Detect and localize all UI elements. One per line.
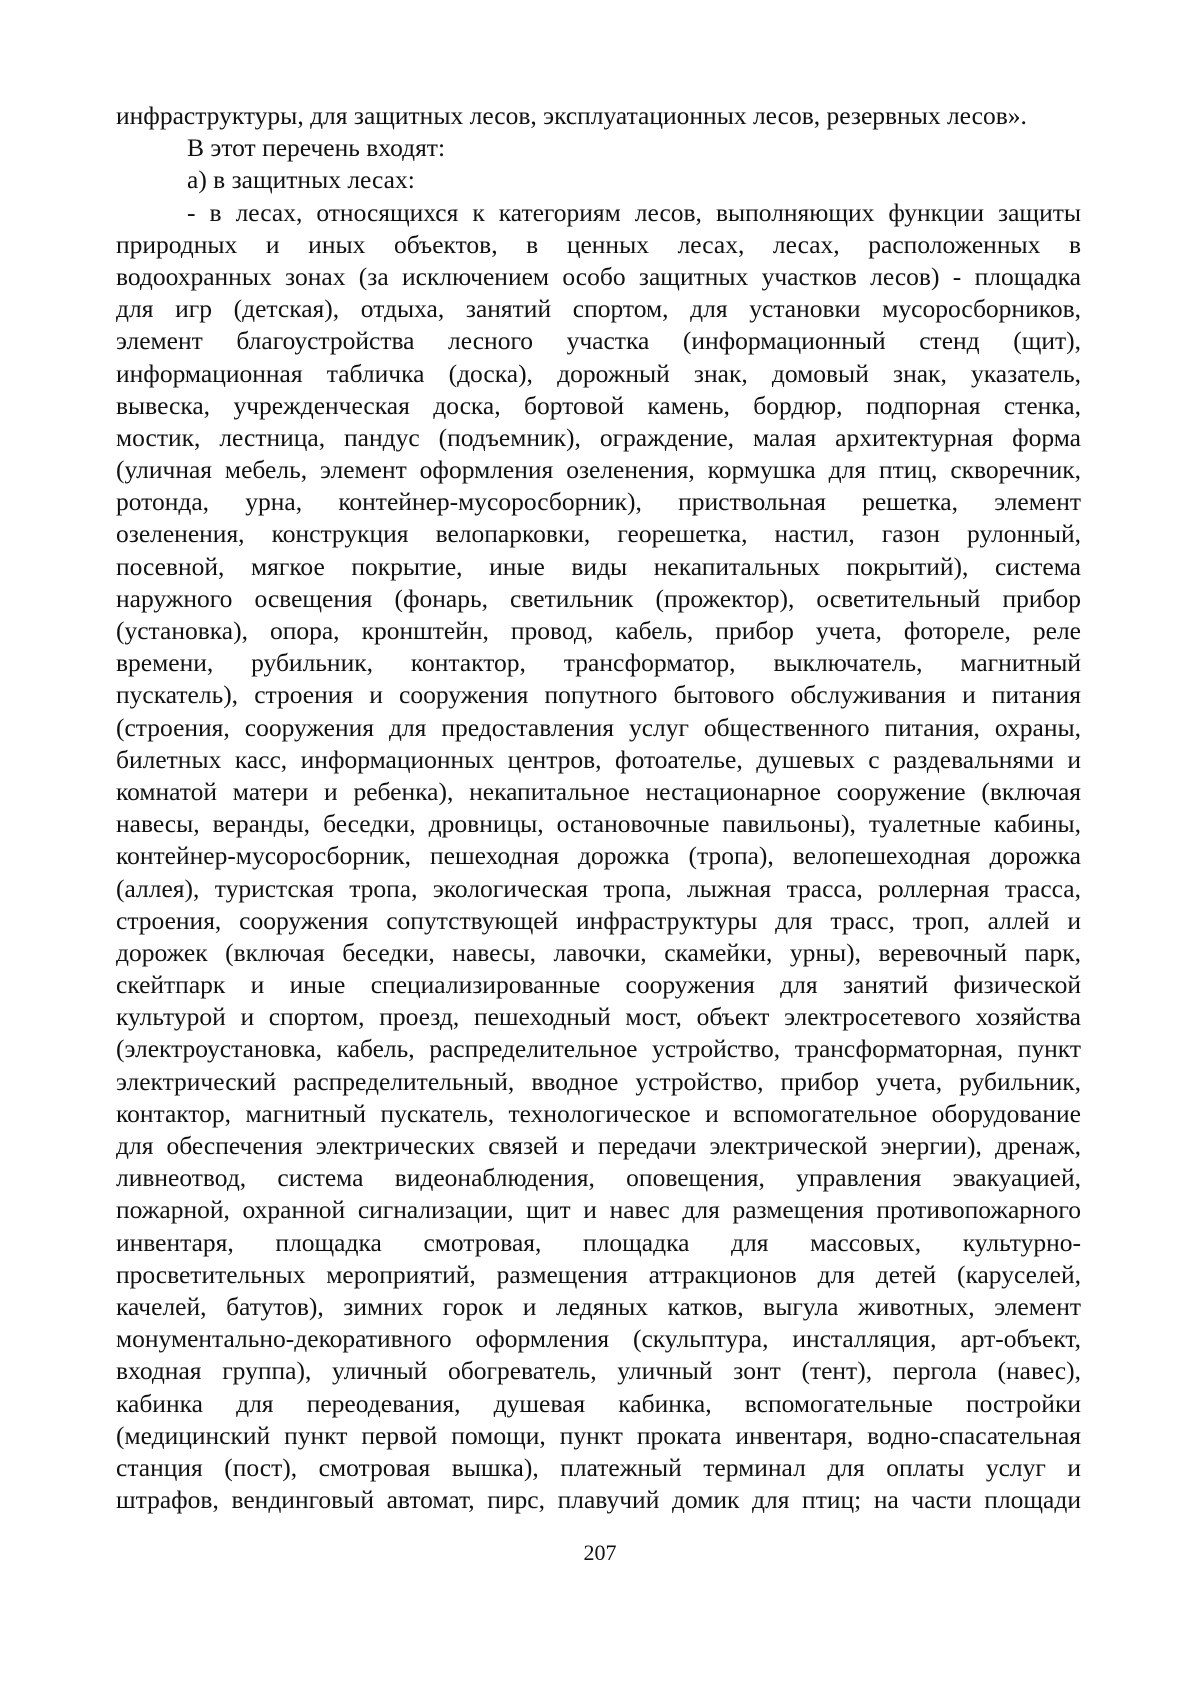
text-line: билетных касс, информационных центров, фотоателье, душевых с раздевальнями и	[116, 744, 1081, 774]
text-line: кабинка для переодевания, душевая кабинка, вспомогательные постройки	[116, 1388, 1081, 1418]
text-line: (строения, сооружения для предоставления услуг общественного питания, охраны,	[116, 712, 1081, 742]
text-line: навесы, веранды, беседки, дровницы, остановочные павильоны), туалетные кабины,	[116, 809, 1081, 839]
text-line: строения, сооружения сопутствующей инфраструктуры для трасс, троп, аллей и	[116, 905, 1081, 935]
text-line: мостик, лестница, пандус (подъемник), ограждение, малая архитектурная форма	[116, 422, 1081, 452]
text-line: пожарной, охранной сигнализации, щит и навес для размещения противопожарного	[116, 1195, 1081, 1225]
text-line: ротонда, урна, контейнер-мусоросборник), приствольная решетка, элемент	[116, 487, 1081, 517]
text-line: озеленения, конструкция велопарковки, георешетка, настил, газон рулонный,	[116, 519, 1081, 549]
text-line: элемент благоустройства лесного участка (информационный стенд (щит),	[116, 326, 1081, 356]
text-line: комнатой матери и ребенка), некапитальное нестационарное сооружение (включая	[116, 776, 1081, 806]
text-line: (уличная мебель, элемент оформления озеленения, кормушка для птиц, скворечник,	[116, 455, 1081, 485]
text-line: наружного освещения (фонарь, светильник (прожектор), осветительный прибор	[116, 583, 1081, 613]
text-line: просветительных мероприятий, размещения аттракционов для детей (каруселей,	[116, 1259, 1081, 1289]
text-line: природных и иных объектов, в ценных лесах, лесах, расположенных в	[116, 229, 1081, 259]
text-line: монументально-декоративного оформления (скульптура, инсталляция, арт-объект,	[116, 1324, 1081, 1354]
text-line: контейнер-мусоросборник, пешеходная дорожка (тропа), велопешеходная дорожка	[116, 841, 1081, 871]
text-line: электрический распределительный, вводное устройство, прибор учета, рубильник,	[116, 1066, 1081, 1096]
text-line: для обеспечения электрических связей и передачи электрической энергии), дренаж,	[116, 1131, 1081, 1161]
text-line: скейтпарк и иные специализированные сооружения для занятий физической	[116, 970, 1081, 1000]
text-line: (аллея), туристская тропа, экологическая тропа, лыжная трасса, роллерная трасса,	[116, 873, 1081, 903]
page-number: 207	[583, 1540, 617, 1565]
text-line: станция (пост), смотровая вышка), платежный терминал для оплаты услуг и	[116, 1452, 1081, 1482]
text-line: (медицинский пункт первой помощи, пункт проката инвентаря, водно-спасательная	[116, 1420, 1081, 1450]
text-line: качелей, батутов), зимних горок и ледяных катков, выгула животных, элемент	[116, 1291, 1081, 1321]
text-line: дорожек (включая беседки, навесы, лавочки, скамейки, урны), веревочный парк,	[116, 937, 1081, 967]
text-line: пускатель), строения и сооружения попутного бытового обслуживания и питания	[116, 680, 1081, 710]
text-line: а) в защитных лесах:	[187, 165, 415, 195]
text-line: инвентаря, площадка смотровая, площадка для массовых, культурно-	[116, 1227, 1081, 1257]
text-line: информационная табличка (доска), дорожный знак, домовый знак, указатель,	[116, 358, 1081, 388]
text-line: посевной, мягкое покрытие, иные виды некапитальных покрытий), система	[116, 551, 1081, 581]
text-line: инфраструктуры, для защитных лесов, эксплуатационных лесов, резервных лесов».	[116, 101, 1027, 130]
text-line: (электроустановка, кабель, распределительное устройство, трансформаторная, пункт	[116, 1034, 1081, 1064]
text-line: штрафов, вендинговый автомат, пирс, плавучий домик для птиц; на части площади	[116, 1485, 1081, 1515]
text-line: для игр (детская), отдыха, занятий спортом, для установки мусоросборников,	[116, 294, 1081, 324]
text-line: (установка), опора, кронштейн, провод, кабель, прибор учета, фотореле, реле	[116, 616, 1081, 646]
text-line: водоохранных зонах (за исключением особо защитных участков лесов) - площадка	[116, 261, 1081, 291]
text-line: времени, рубильник, контактор, трансформатор, выключатель, магнитный	[116, 648, 1081, 678]
text-line: контактор, магнитный пускатель, технологическое и вспомогательное оборудование	[116, 1098, 1081, 1128]
text-line: входная группа), уличный обогреватель, уличный зонт (тент), пергола (навес),	[116, 1356, 1081, 1386]
text-line: культурой и спортом, проезд, пешеходный мост, объект электросетевого хозяйства	[116, 1002, 1081, 1032]
text-line: - в лесах, относящихся к категориям лесов, выполняющих функции защиты	[187, 197, 1081, 227]
text-line: В этот перечень входят:	[187, 133, 446, 163]
document-body	[116, 100, 1081, 1516]
text-line: вывеска, учрежденческая доска, бортовой камень, бордюр, подпорная стенка,	[116, 390, 1081, 420]
text-line: ливнеотвод, система видеонаблюдения, оповещения, управления эвакуацией,	[116, 1163, 1081, 1193]
